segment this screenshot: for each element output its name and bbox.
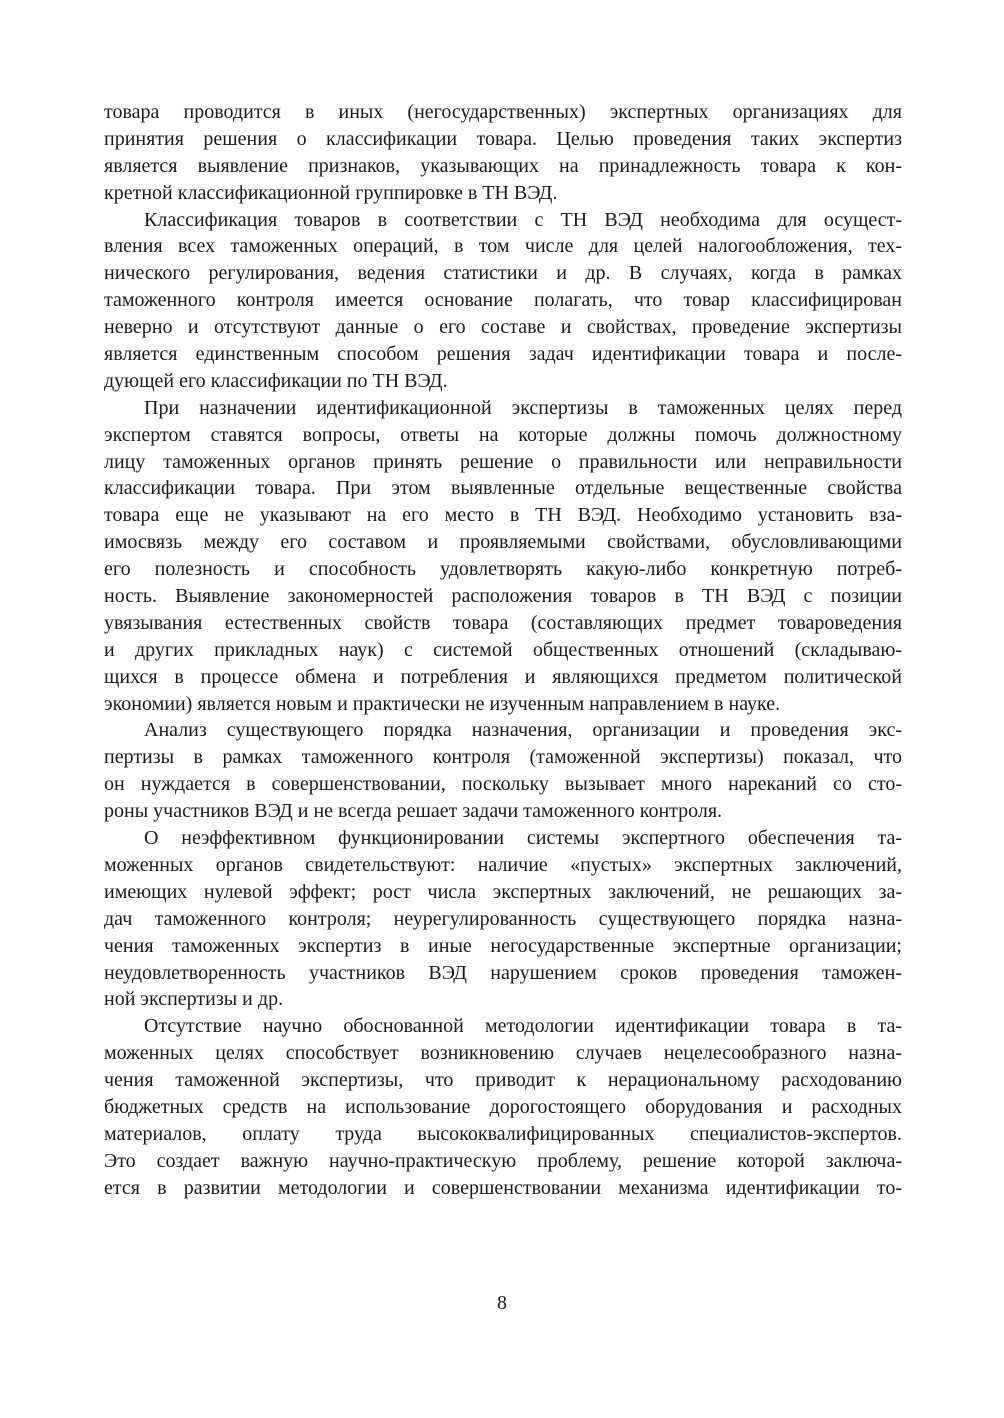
text-line: нического регулирования, ведения статистики и др. В случаях, когда в рамках (104, 262, 902, 285)
text-line: чения таможенной экспертизы, что приводит к нерациональному расходованию (104, 1069, 902, 1092)
text-line: неудовлетворенность участников ВЭД нарушением сроков проведения таможен- (104, 961, 902, 984)
text-line: дующей его классификации по ТН ВЭД. (104, 369, 448, 392)
paragraph (104, 207, 902, 395)
text-line: Анализ существующего порядка назначения, организации и проведения экс- (144, 719, 902, 742)
text-line: вления всех таможенных операций, в том числе для целей налогообложения, тех- (104, 235, 902, 258)
text-line: щихся в процессе обмена и потребления и являющихся предметом политической (104, 665, 902, 688)
paragraph (104, 99, 902, 207)
paragraph (104, 395, 902, 718)
text-line: моженных целях способствует возникновению случаев нецелесообразного назна- (104, 1042, 902, 1065)
text-line: роны участников ВЭД и не всегда решает задачи таможенного контроля. (104, 800, 723, 823)
text-line: классификации товара. При этом выявленные отдельные вещественные свойства (104, 477, 902, 500)
text-line: товара еще не указывают на его место в ТН ВЭД. Необходимо установить вза- (104, 504, 902, 527)
text-line: является выявление признаков, указывающих на принадлежность товара к кон- (104, 154, 902, 177)
text-line: его полезность и способность удовлетворять какую-либо конкретную потреб- (104, 558, 902, 581)
text-line: кретной классификационной группировке в ТН ВЭД. (104, 181, 558, 204)
text-line: увязывания естественных свойств товара (составляющих предмет товароведения (104, 611, 902, 634)
text-line: имосвязь между его составом и проявляемыми свойствами, обусловливающими (104, 531, 902, 554)
paragraph (104, 825, 902, 1013)
text-line: лицу таможенных органов принять решение о правильности или неправильности (104, 450, 902, 473)
page-number: 8 (497, 1292, 507, 1314)
text-line: Отсутствие научно обоснованной методологии идентификации товара в та- (144, 1015, 902, 1038)
text-line: ется в развитии методологии и совершенствовании механизма идентификации то- (104, 1176, 902, 1199)
text-line: Это создает важную научно-практическую проблему, решение которой заключа- (104, 1149, 902, 1172)
text-line: таможенного контроля имеется основание полагать, что товар классифицирован (104, 289, 902, 312)
paragraph (104, 1013, 902, 1201)
text-line: бюджетных средств на использование дорогостоящего оборудования и расходных (104, 1095, 902, 1118)
text-line: экспертом ставятся вопросы, ответы на которые должны помочь должностному (104, 423, 902, 446)
text-line: пертизы в рамках таможенного контроля (таможенной экспертизы) показал, что (104, 746, 902, 769)
text-line: имеющих нулевой эффект; рост числа экспертных заключений, не решающих за- (104, 880, 902, 903)
text-line: является единственным способом решения задач идентификации товара и после- (104, 343, 902, 366)
text-line: неверно и отсутствуют данные о его составе и свойствах, проведение экспертизы (104, 316, 902, 339)
text-line: Классификация товаров в соответствии с ТН ВЭД необходима для осущест- (144, 208, 902, 231)
text-line: материалов, оплату труда высококвалифицированных специалистов-экспертов. (104, 1122, 902, 1145)
paragraph (104, 717, 902, 825)
text-line: чения таможенных экспертиз в иные негосударственные экспертные организации; (104, 934, 902, 957)
text-line: и других прикладных наук) с системой общественных отношений (складываю- (104, 638, 902, 661)
text-line: он нуждается в совершенствовании, поскольку вызывает много нареканий со сто- (104, 773, 902, 796)
text-line: принятия решения о классификации товара. Целью проведения таких экспертиз (104, 127, 902, 150)
text-line: ной экспертизы и др. (104, 988, 284, 1011)
text-line: ность. Выявление закономерностей расположения товаров в ТН ВЭД с позиции (104, 585, 902, 608)
text-line: товара проводится в иных (негосударственных) экспертных организациях для (104, 101, 902, 123)
text-line: дач таможенного контроля; неурегулированность существующего порядка назна- (104, 907, 902, 930)
text-line: моженных органов свидетельствуют: наличие «пустых» экспертных заключений, (104, 853, 902, 876)
page-body (104, 99, 902, 1202)
text-line: О неэффективном функционировании системы экспертного обеспечения та- (144, 827, 902, 850)
text-line: экономии) является новым и практически не изученным направлением в науке. (104, 692, 781, 715)
text-line: При назначении идентификационной экспертизы в таможенных целях перед (144, 396, 902, 419)
